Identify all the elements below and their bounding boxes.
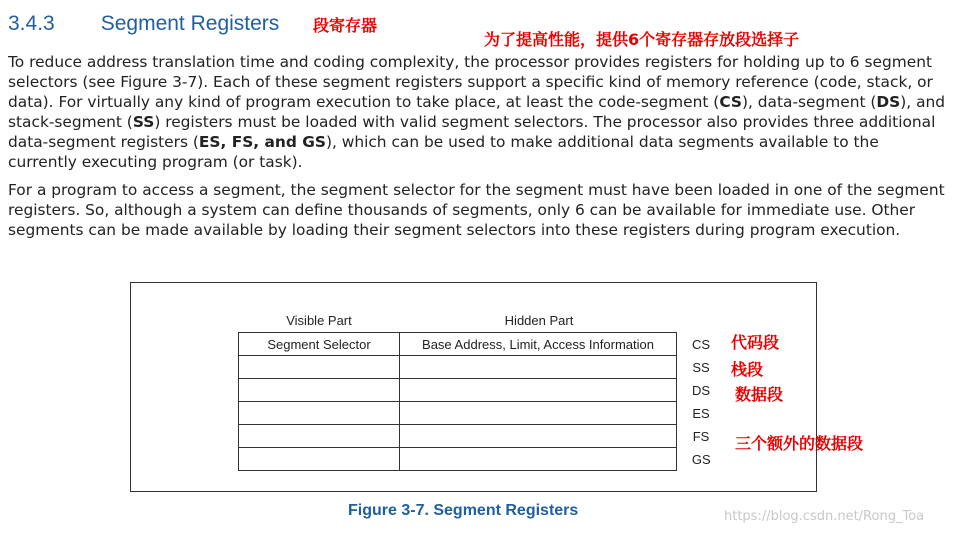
table-row bbox=[239, 402, 720, 425]
p1-bold-cs: CS bbox=[719, 93, 742, 111]
hidden-cell: Base Address, Limit, Access Information bbox=[400, 333, 677, 356]
paragraph-2: For a program to access a segment, the segment selector for the segment must have been loaded in one of the segment registers. So, although a system can define thousands of segments, only 6 can be available for immediate use. Other segments can be made available by loading their segment selectors into these registers during program execution. bbox=[8, 181, 945, 239]
register-label: ES bbox=[692, 405, 710, 421]
table-row bbox=[239, 356, 720, 379]
p1-text-5: ), which can be used to make additional data segments available to the currently executing program (or task). bbox=[8, 133, 879, 171]
annotation-fs-note: 三个额外的数据段 bbox=[735, 434, 864, 453]
hidden-cell bbox=[400, 448, 677, 471]
section-number: 3.4.3 bbox=[8, 12, 55, 35]
p1-text-1: To reduce address translation time and coding complexity, the processor provides registers for holding up to 6 segment selectors (see Figure 3-7). Each of these segment registers support a specific kind of memory reference (code, stack, or data). For virtually any kind of program execution to take place, at least the code-segment ( bbox=[8, 53, 933, 111]
register-label: CS bbox=[691, 336, 711, 352]
annotation-description-note: 为了提高性能，提供6个寄存器存放段选择子 bbox=[484, 30, 800, 49]
table-row bbox=[239, 333, 720, 356]
visible-cell bbox=[239, 448, 400, 471]
visible-cell: Segment Selector bbox=[239, 333, 400, 356]
hidden-cell bbox=[400, 402, 677, 425]
section-heading bbox=[8, 12, 279, 42]
table-row bbox=[239, 425, 720, 448]
hidden-cell bbox=[400, 379, 677, 402]
p1-text-2: ), data-segment ( bbox=[741, 93, 877, 111]
annotation-ds-note: 数据段 bbox=[735, 385, 784, 404]
annotation-ss-note: 栈段 bbox=[731, 360, 764, 379]
register-label: GS bbox=[691, 451, 711, 467]
visible-part-label: Visible Part bbox=[286, 313, 352, 328]
annotation-title-note: 段寄存器 bbox=[313, 16, 378, 35]
register-label: DS bbox=[691, 382, 711, 398]
figure-caption: Figure 3-7. Segment Registers bbox=[348, 502, 579, 519]
paragraph-1 bbox=[8, 52, 948, 172]
segment-register-table bbox=[238, 332, 720, 471]
annotation-cs-note: 代码段 bbox=[731, 333, 780, 352]
section-title: Segment Registers bbox=[100, 12, 280, 35]
visible-cell bbox=[239, 425, 400, 448]
p1-text-4: ) registers must be loaded with valid segment selectors. The processor also provides three additional data-segment registers ( bbox=[8, 113, 936, 151]
p1-bold-es-fs-gs: ES, FS, and GS bbox=[198, 133, 326, 151]
table-row bbox=[239, 448, 720, 471]
visible-cell bbox=[239, 402, 400, 425]
register-label: SS bbox=[692, 359, 710, 375]
register-label: FS bbox=[692, 428, 710, 444]
hidden-cell bbox=[400, 425, 677, 448]
visible-cell bbox=[239, 379, 400, 402]
watermark: https://blog.csdn.net/Rong_Toa bbox=[724, 509, 925, 524]
hidden-cell bbox=[400, 356, 677, 379]
hidden-part-label: Hidden Part bbox=[504, 313, 574, 328]
p1-text-3: ), and stack-segment ( bbox=[8, 93, 946, 131]
p1-bold-ds: DS bbox=[876, 93, 901, 111]
p1-bold-ss: SS bbox=[132, 113, 155, 131]
visible-cell bbox=[239, 356, 400, 379]
table-row bbox=[239, 379, 720, 402]
